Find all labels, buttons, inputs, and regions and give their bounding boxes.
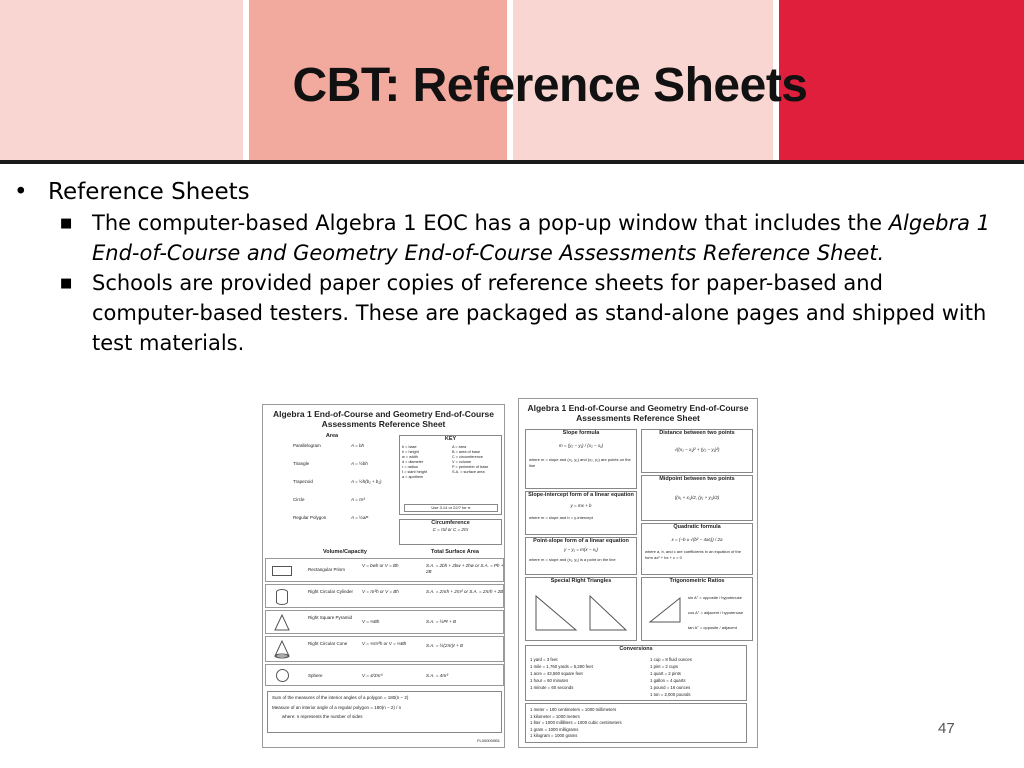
trig-ratios-box bbox=[641, 577, 753, 641]
bullet-level1-text: Reference Sheets bbox=[48, 179, 250, 205]
key-item: h = height bbox=[402, 450, 419, 454]
key-item: A = area bbox=[452, 445, 467, 449]
conversion-item: 1 pound = 16 ounces bbox=[650, 685, 691, 690]
volume-formula: V = πr²h or V = Bh bbox=[362, 589, 399, 594]
pyramid-icon bbox=[274, 614, 290, 632]
trig-ratio: sin A° = opposite / hypotenuse bbox=[688, 595, 742, 600]
conversion-item: 1 minute = 60 seconds bbox=[530, 685, 574, 690]
area-name: Trapezoid bbox=[293, 479, 313, 484]
page-number: 47 bbox=[938, 720, 955, 737]
sheet-right-title: Algebra 1 End-of-Course and Geometry End-of-Course Assessments Reference Sheet bbox=[527, 403, 749, 423]
slope-intercept-box bbox=[525, 491, 637, 535]
quadratic-note: where a, b, and c are coefficients in an equation of the form ax² + bx + c = 0 bbox=[645, 549, 741, 560]
quadratic-box bbox=[641, 523, 753, 575]
distance-header: Distance between two points bbox=[659, 430, 735, 436]
solid-name: Sphere bbox=[308, 673, 323, 678]
slide-title: CBT: Reference Sheets bbox=[292, 59, 808, 112]
solid-name: Right Square Pyramid bbox=[308, 615, 353, 620]
metric-list bbox=[530, 707, 740, 740]
sub-bullet-2-text: Schools are provided paper copies of reference sheets for paper-based and computer-based testers. These are packaged as stand-alone pages and shipped with test materials. bbox=[92, 271, 987, 355]
interior-sum: Sum of the measures of the interior angles of a polygon = 180(n − 2) bbox=[272, 695, 409, 700]
key-item: C = circumference bbox=[452, 455, 483, 459]
sub-bullet-1-italic: Algebra 1 End-of-Course and Geometry End-of-Course Assessments Reference Sheet. bbox=[92, 211, 991, 265]
conversions-header: Conversions bbox=[619, 646, 653, 652]
key-item: w = width bbox=[402, 455, 418, 459]
area-formula: A = πr² bbox=[351, 497, 365, 502]
sheet-code: FL000000B1 bbox=[477, 738, 500, 743]
point-slope-note: where m = slope and (x₁, y₁) is a point on the line bbox=[529, 557, 616, 562]
trig-ratios-list bbox=[688, 590, 752, 635]
trig-ratio: cos A° = adjacent / hypotenuse bbox=[688, 610, 744, 615]
trig-ratio: tan A° = opposite / adjacent bbox=[688, 625, 737, 630]
table-row bbox=[265, 558, 504, 582]
surface-formula: S.A. = 2πrh + 2πr² or S.A. = 2πrh + 2B bbox=[426, 589, 504, 594]
sub-bullet-1-text bbox=[92, 208, 990, 268]
midpoint-box bbox=[641, 475, 753, 521]
area-formula: A = ½h(b₁ + b₂) bbox=[351, 479, 382, 484]
conversion-item: 1 cup = 8 fluid ounces bbox=[650, 657, 692, 662]
square-bullet-icon: ■ bbox=[60, 276, 73, 291]
slope-intercept-header: Slope-intercept form of a linear equation bbox=[528, 492, 634, 498]
quadratic-header: Quadratic formula bbox=[673, 524, 721, 530]
volume-formula: V = 4/3πr³ bbox=[362, 673, 383, 678]
volume-formula: V = bwh or V = Bh bbox=[362, 563, 399, 568]
interior-measure: Measure of an interior angle of a regular polygon = 180(n − 2) / n bbox=[272, 705, 402, 710]
area-header: Area bbox=[325, 433, 339, 439]
key-item: r = radius bbox=[402, 465, 418, 469]
area-formula: A = ½aP bbox=[351, 515, 369, 520]
circumference-header: Circumference bbox=[431, 520, 470, 526]
slope-header: Slope formula bbox=[562, 430, 600, 436]
triangles-header: Special Right Triangles bbox=[550, 578, 612, 584]
volume-header: Volume/Capacity bbox=[323, 549, 367, 555]
key-box bbox=[399, 435, 502, 515]
conversion-item: 1 hour = 60 minutes bbox=[530, 678, 569, 683]
area-name: Triangle bbox=[293, 461, 310, 466]
square-bullet-icon: ■ bbox=[60, 216, 73, 231]
quadratic-formula: x = (−b ± √(b² − 4ac)) / 2a bbox=[671, 537, 723, 542]
cylinder-icon bbox=[276, 589, 288, 605]
area-section bbox=[267, 433, 397, 533]
conversions-right bbox=[650, 656, 746, 698]
area-name: Circle bbox=[293, 497, 305, 502]
key-col-2 bbox=[452, 445, 502, 475]
reference-sheet-right bbox=[518, 398, 758, 748]
sheet-left-title: Algebra 1 End-of-Course and Geometry End-of-Course Assessments Reference Sheet bbox=[272, 409, 495, 429]
prism-icon bbox=[272, 566, 292, 576]
conversions-box bbox=[525, 645, 747, 701]
surface-formula: S.A. = ½(2πr)ℓ + B bbox=[426, 643, 463, 648]
conversion-item: 1 kilometer = 1000 meters bbox=[530, 713, 580, 719]
right-triangles-icon bbox=[532, 590, 632, 636]
cone-icon bbox=[274, 640, 290, 660]
surface-formula: S.A. = 4πr² bbox=[426, 673, 449, 678]
polygon-angles-box bbox=[267, 691, 502, 733]
table-row bbox=[265, 664, 504, 686]
slope-note: where m = slope and (x₁, y₁) and (x₂, y₂) are points on the line bbox=[529, 457, 631, 468]
metric-box bbox=[525, 703, 747, 743]
area-formula: A = ½bh bbox=[351, 461, 368, 466]
trig-triangle-icon bbox=[648, 596, 682, 624]
surface-formula: S.A. = ½Pℓ + B bbox=[426, 619, 456, 624]
area-names bbox=[293, 443, 353, 533]
conversion-item: 1 gram = 1000 milligrams bbox=[530, 726, 579, 732]
where-note: where: n represents the number of sides bbox=[282, 714, 363, 719]
conversion-item: 1 meter = 100 centimeters = 1000 millimeters bbox=[530, 707, 617, 712]
distance-formula: √((x₂ − x₁)² + (y₂ − y₁)²) bbox=[674, 447, 720, 452]
conversion-item: 1 ton = 2,000 pounds bbox=[650, 692, 691, 697]
conversion-item: 1 kilogram = 1000 grams bbox=[530, 733, 578, 738]
bullet-list bbox=[10, 176, 1010, 358]
circumference-formula: C = πd or C = 2πr bbox=[432, 527, 469, 532]
sub-bullet-2 bbox=[60, 268, 990, 358]
slope-box bbox=[525, 429, 637, 489]
pi-note: Use 3.14 or 22/7 for π bbox=[404, 504, 498, 512]
key-item: S.A. = surface area bbox=[452, 470, 485, 474]
sub-bullet-1 bbox=[60, 208, 990, 268]
special-triangles-box bbox=[525, 577, 637, 641]
reference-sheet-left bbox=[262, 404, 505, 748]
solids-table bbox=[265, 558, 504, 688]
conversion-item: 1 pint = 2 cups bbox=[650, 664, 679, 669]
key-item: ℓ = slant height bbox=[402, 470, 427, 474]
slope-intercept-note: where m = slope and b = y-intercept bbox=[529, 515, 593, 520]
key-item: P = perimeter of base bbox=[452, 465, 489, 469]
circumference-box bbox=[399, 519, 502, 545]
key-item: V = volume bbox=[452, 460, 472, 464]
conversion-item: 1 quart = 2 pints bbox=[650, 671, 681, 676]
bullet-dot-icon: • bbox=[14, 179, 28, 205]
key-item: B = area of base bbox=[452, 450, 480, 454]
key-header: KEY bbox=[444, 436, 457, 442]
volume-section bbox=[265, 549, 504, 689]
point-slope-formula: y − y₁ = m(x − x₁) bbox=[564, 547, 598, 552]
conversion-item: 1 yard = 3 feet bbox=[530, 657, 558, 662]
conversion-item: 1 liter = 1000 milliliters = 1000 cubic centimeters bbox=[530, 720, 622, 725]
distance-box bbox=[641, 429, 753, 473]
solid-name: Rectangular Prism bbox=[308, 567, 346, 572]
area-name: Regular Polygon bbox=[293, 515, 327, 520]
bullet-level1 bbox=[10, 176, 1010, 208]
table-row bbox=[265, 610, 504, 634]
conversion-item: 1 gallon = 4 quarts bbox=[650, 678, 686, 683]
table-row bbox=[265, 636, 504, 662]
surface-formula: S.A. = 2bh + 2bw + 2hw or S.A. = Ph + 2B bbox=[426, 563, 504, 574]
key-col-1 bbox=[402, 445, 450, 480]
volume-formula: V = ⅓πr²h or V = ⅓Bh bbox=[362, 641, 407, 646]
table-row bbox=[265, 584, 504, 608]
volume-formula: V = ⅓Bh bbox=[362, 619, 380, 624]
point-slope-box bbox=[525, 537, 637, 575]
title-divider bbox=[0, 160, 1024, 164]
solid-name: Right Circular Cone bbox=[308, 641, 348, 646]
surface-header: Total Surface Area bbox=[431, 549, 479, 555]
area-formula: A = bh bbox=[351, 443, 364, 448]
sub-bullet-1-plain: The computer-based Algebra 1 EOC has a pop-up window that includes the bbox=[92, 211, 889, 235]
area-formulas bbox=[351, 443, 397, 533]
sphere-icon bbox=[276, 669, 289, 682]
midpoint-header: Midpoint between two points bbox=[659, 476, 735, 482]
key-item: a = apothem bbox=[402, 475, 424, 479]
midpoint-formula: ((x₁ + x₂)/2, (y₁ + y₂)/2) bbox=[674, 495, 720, 500]
slope-formula: m = (y₂ − y₁) / (x₂ − x₁) bbox=[558, 443, 604, 448]
solid-name: Right Circular Cylinder bbox=[308, 589, 354, 594]
key-item: d = diameter bbox=[402, 460, 424, 464]
conversion-item: 1 mile = 1,760 yards = 5,280 feet bbox=[530, 664, 593, 669]
area-name: Parallelogram bbox=[293, 443, 321, 448]
conversion-item: 1 acre = 43,560 square feet bbox=[530, 671, 583, 676]
slope-intercept-formula: y = mx + b bbox=[570, 503, 592, 508]
key-item: b = base bbox=[402, 445, 417, 449]
conversions-left bbox=[530, 656, 640, 691]
trig-header: Trigonometric Ratios bbox=[669, 578, 725, 584]
point-slope-header: Point-slope form of a linear equation bbox=[533, 538, 629, 544]
